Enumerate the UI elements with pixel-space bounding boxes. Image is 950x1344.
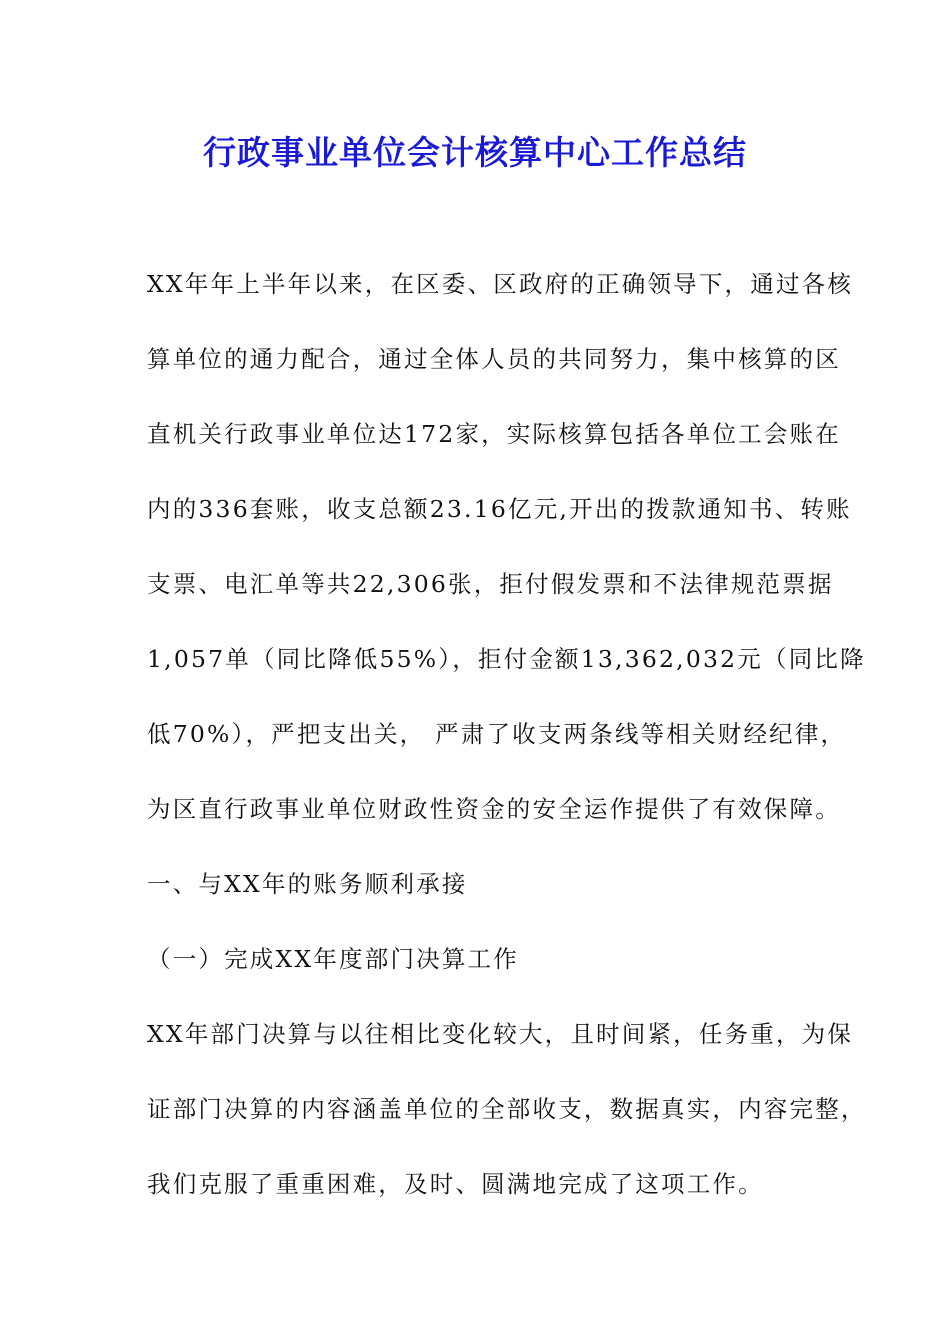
paragraph-2-line-1: XX年部门决算与以往相比变化较大，且时间紧，任务重，为保 — [147, 1020, 854, 1048]
paragraph-1-line-5: 支票、电汇单等共22,306张，拒付假发票和不法律规范票据 — [147, 570, 834, 598]
document-title: 行政事业单位会计核算中心工作总结 — [203, 133, 747, 172]
paragraph-2-line-2: 证部门决算的内容涵盖单位的全部收支，数据真实，内容完整， — [147, 1095, 867, 1123]
section-heading-1: 一、与XX年的账务顺利承接 — [147, 870, 468, 898]
paragraph-1-line-4: 内的336套账，收支总额23.16亿元,开出的拨款通知书、转账 — [147, 495, 852, 523]
paragraph-1-line-7: 低70%），严把支出关， 严肃了收支两条线等相关财经纪律， — [147, 720, 847, 748]
subsection-heading-1: （一）完成XX年度部门决算工作 — [147, 945, 519, 973]
paragraph-1-line-6: 1,057单（同比降低55%），拒付金额13,362,032元（同比降 — [147, 645, 866, 673]
paragraph-1-line-8: 为区直行政事业单位财政性资金的安全运作提供了有效保障。 — [147, 795, 841, 823]
paragraph-1-line-2: 算单位的通力配合，通过全体人员的共同努力，集中核算的区 — [147, 345, 841, 373]
paragraph-1-line-1: XX年年上半年以来，在区委、区政府的正确领导下，通过各核 — [147, 270, 854, 298]
paragraph-2-line-3: 我们克服了重重困难，及时、圆满地完成了这项工作。 — [147, 1170, 764, 1198]
paragraph-1-line-3: 直机关行政事业单位达172家，实际核算包括各单位工会账在 — [147, 420, 841, 448]
